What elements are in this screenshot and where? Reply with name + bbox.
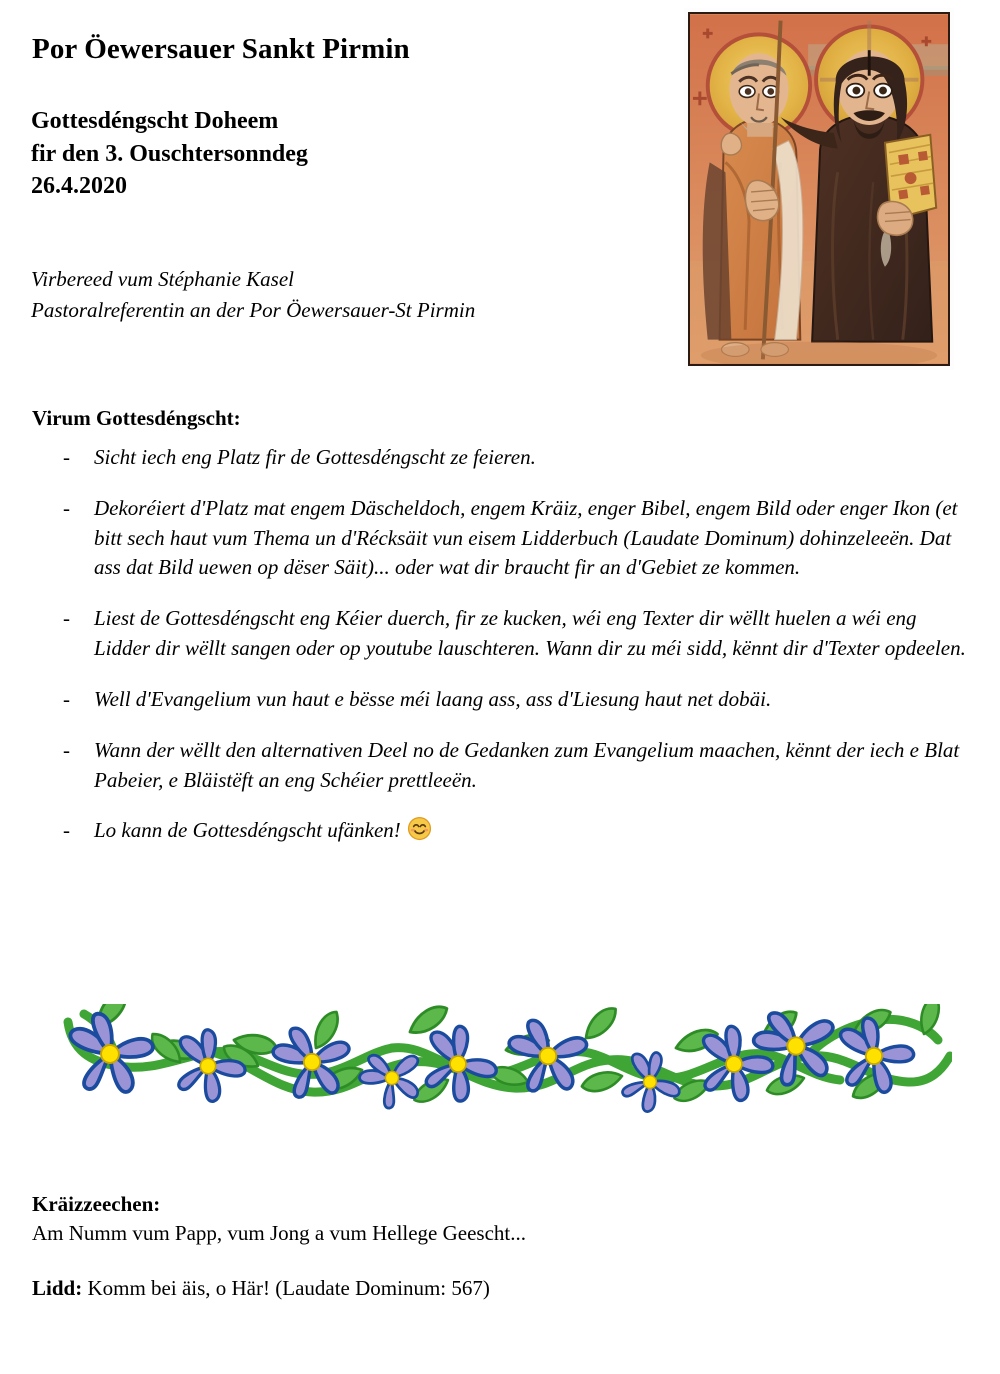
- list-item-text: Sicht iech eng Platz fir de Gottesdéngscht ze feieren.: [94, 445, 536, 469]
- blue-flower-vine-border-icon: [62, 1004, 952, 1114]
- service-date: 26.4.2020: [31, 173, 127, 200]
- virum-gottesdengscht-heading: Virum Gottesdéngscht:: [32, 406, 241, 431]
- list-item-label: Lo kann de Gottesdéngscht ufänken!: [94, 818, 401, 843]
- coptic-icon-image: [688, 12, 950, 366]
- illustration-frame: [684, 8, 954, 370]
- bullet-dash-icon: -: [63, 495, 70, 520]
- list-item: [32, 816, 970, 846]
- service-subject-line-2: fir den 3. Ouschtersonndeg: [31, 140, 308, 167]
- bullet-dash-icon: -: [63, 818, 70, 843]
- list-item-text: [94, 816, 970, 846]
- list-item-text: Wann der wëllt den alternativen Deel no de Gedanken zum Evangelium maachen, kënnt der iech e Blat Pabeier, e Bläistëft an eng Schéier prettleeën.: [94, 737, 960, 792]
- bullet-dash-icon: -: [63, 737, 70, 762]
- byline-author: Virbereed vum Stéphanie Kasel: [31, 267, 295, 291]
- lidd-group: [32, 1274, 962, 1303]
- byline-role: Pastoralreferentin an der Por Öewersauer-St Pirmin: [31, 297, 476, 322]
- service-subject-block: [31, 105, 308, 203]
- preparation-instruction-list: [32, 443, 970, 846]
- kraizzeechen-label: Kräizzeechen:: [32, 1192, 161, 1216]
- list-item-text: Dekoréiert d'Platz mat engem Däscheldoch, engem Kräiz, enger Bibel, engem Bild oder enger Ikon (et bitt sech haut vum Thema un d'Récksäit vun eisem Lidderbuch (Laudate Dominum) dohinzeleeën. Dat ass dat Bild uewen op dëser Säit)... oder wat dir braucht fir an d'Gebiet ze kommen.: [94, 495, 958, 580]
- bullet-dash-icon: -: [63, 686, 70, 711]
- service-subject-line-1: Gottesdéngscht Doheem: [31, 108, 279, 134]
- list-item: [32, 736, 970, 796]
- list-item-text: Liest de Gottesdéngscht eng Kéier duerch, fir ze kucken, wéi eng Texter dir wëllt huelen a wéi eng Lidder dir wëllt sangen oder op youtube lauschteren. Wann dir zu méi sidd, kënnt dir d'Texter opdeelen.: [94, 606, 966, 661]
- list-item: [32, 685, 970, 715]
- list-item: [32, 494, 970, 583]
- liturgy-block: [32, 1190, 962, 1303]
- list-item-text: Well d'Evangelium vun haut e bësse méi laang ass, ass d'Liesung haut net dobäi.: [94, 686, 772, 711]
- list-item: [32, 604, 970, 664]
- smiling-face-with-smiling-eyes-icon: [407, 816, 432, 841]
- kraizzeechen-text: Am Numm vum Papp, vum Jong a vum Hellege Geescht...: [32, 1220, 527, 1245]
- bullet-dash-icon: -: [63, 445, 70, 469]
- bullet-dash-icon: -: [63, 606, 70, 631]
- list-item: [32, 443, 970, 473]
- byline-block: [31, 264, 475, 325]
- page-title: Por Öewersauer Sankt Pirmin: [32, 33, 410, 66]
- lidd-text: Komm bei äis, o Här! (Laudate Dominum: 567): [87, 1275, 490, 1300]
- lidd-line: [32, 1274, 962, 1303]
- lidd-label: Lidd:: [32, 1275, 83, 1300]
- kraizzeechen-group: [32, 1190, 962, 1248]
